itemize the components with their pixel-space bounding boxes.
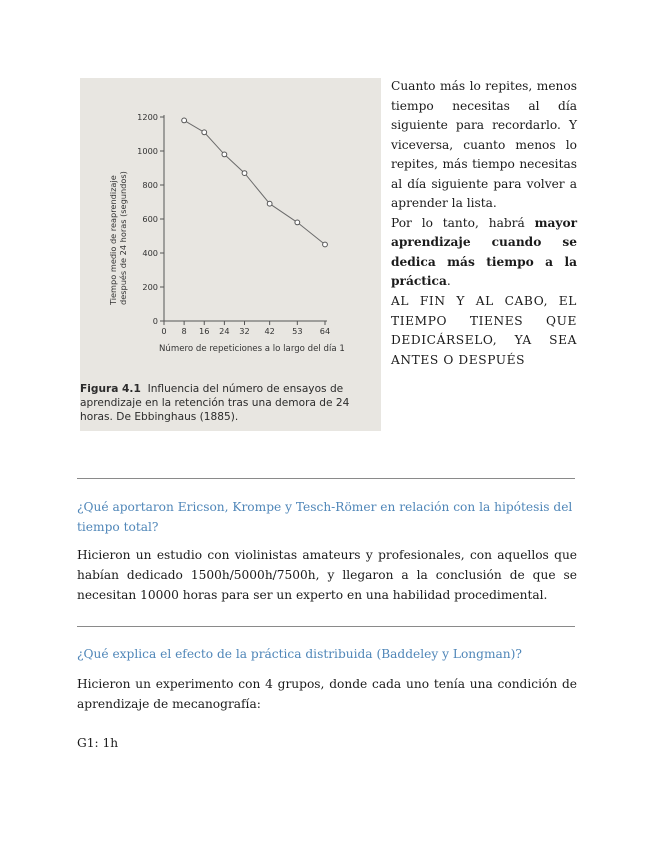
- y-tick-label: 400: [142, 248, 158, 258]
- y-tick-label: 1200: [137, 112, 158, 122]
- ebbinghaus-figure: [80, 78, 381, 431]
- figure-caption: [80, 382, 370, 424]
- x-tick-label: 0: [161, 326, 167, 336]
- y-axis-label: [108, 171, 128, 306]
- x-tick-label: 32: [239, 326, 250, 336]
- side-paragraph-2-start: Por lo tanto, habrá: [391, 215, 525, 230]
- divider-1: [77, 478, 575, 479]
- answer-2-paragraph: Hicieron un experimento con 4 grupos, donde cada uno tenía una condición de aprendizaje de mecanografía:: [77, 677, 577, 711]
- y-tick-label: 1000: [137, 146, 158, 156]
- retention-line-chart: [80, 78, 381, 378]
- x-tick-label: 64: [319, 326, 331, 336]
- data-point: [267, 201, 272, 206]
- divider-2: [77, 626, 575, 627]
- data-point: [222, 152, 227, 157]
- data-point: [242, 171, 247, 176]
- x-axis-label: Número de repeticiones a lo largo del día 1: [159, 344, 345, 354]
- question-1-heading: ¿Qué aportaron Ericson, Krompe y Tesch-Römer en relación con la hipótesis del tiempo total?: [77, 500, 573, 534]
- data-point: [323, 242, 328, 247]
- side-paragraph-2-end: .: [446, 274, 451, 288]
- x-tick-label: 24: [219, 326, 230, 336]
- side-paragraph-2: [391, 214, 577, 292]
- figure-caption-text: Influencia del número de ensayos de aprendizaje en la retención tras una demora de 24 horas. De Ebbinghaus (1885).: [80, 383, 350, 423]
- y-axis-label-line1: Tiempo medio de reaprendizaje: [108, 175, 118, 305]
- data-point: [202, 130, 207, 135]
- answer-2-item-1: G1: 1h: [77, 736, 119, 750]
- x-tick-label: 16: [199, 326, 210, 336]
- side-explanation: [391, 77, 577, 292]
- x-tick-label: 53: [292, 326, 303, 336]
- side-paragraph-2-bold: mayor aprendizaje cuando se dedica más tiempo a la práctica: [391, 215, 578, 288]
- data-point: [295, 220, 300, 225]
- data-point: [182, 118, 187, 123]
- question-2-heading: ¿Qué explica el efecto de la práctica distribuida (Baddeley y Longman)?: [77, 647, 522, 661]
- side-conclusion-caps: AL FIN Y AL CABO, EL TIEMPO TIENES QUE DEDICÁRSELO, YA SEA ANTES O DESPUÉS: [391, 294, 577, 367]
- y-tick-label: 200: [142, 282, 158, 292]
- x-tick-label: 8: [181, 326, 187, 336]
- figure-caption-label: Figura 4.1: [80, 383, 141, 395]
- y-tick-label: 800: [142, 180, 158, 190]
- side-paragraph-1: Cuanto más lo repites, menos tiempo necesitas al día siguiente para recordarlo. Y viceversa, cuanto menos lo repites, más tiempo necesitas al día siguiente para volver a aprender la lista.: [391, 79, 577, 210]
- y-tick-label: 0: [152, 316, 158, 326]
- answer-1-paragraph: Hicieron un estudio con violinistas amateurs y profesionales, con aquellos que habían dedicado 1500h/5000h/7500h, y llegaron a la conclusión de que se necesitan 10000 horas para ser un experto en una habilidad procedimental.: [77, 548, 577, 602]
- y-tick-label: 600: [142, 214, 158, 224]
- y-axis-label-line2: después de 24 horas (segundos): [118, 171, 128, 305]
- series-line: [184, 120, 325, 244]
- x-tick-label: 42: [264, 326, 275, 336]
